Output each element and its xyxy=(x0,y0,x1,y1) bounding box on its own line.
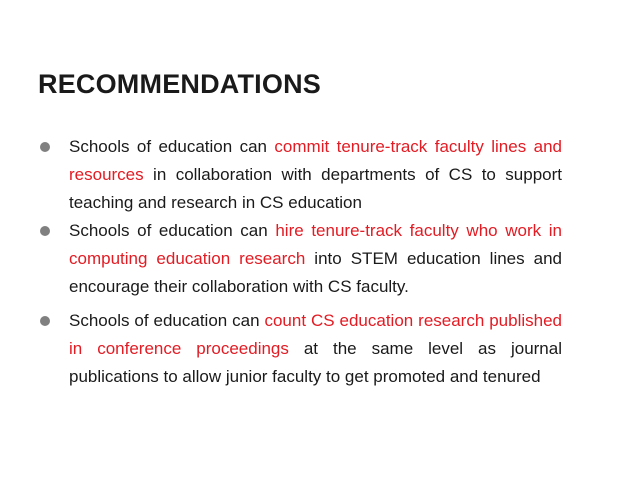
recommendation-text-lead: Schools of education can xyxy=(69,221,276,240)
recommendation-item xyxy=(40,217,562,301)
recommendation-highlight: hire tenure-track faculty who work in computing education research xyxy=(69,221,563,268)
recommendation-text-lead: Schools of education can xyxy=(69,137,275,156)
recommendation-text-tail: into STEM education lines and encourage their collaboration with CS faculty. xyxy=(69,249,562,296)
bullet-dot-icon xyxy=(40,226,50,236)
recommendation-list xyxy=(40,133,562,391)
bullet-dot-icon xyxy=(40,142,50,152)
recommendation-text-tail: in collaboration with departments of CS to support teaching and research in CS education xyxy=(69,165,562,212)
recommendation-item xyxy=(40,307,562,391)
recommendation-highlight: count CS education research published in conference proceedings xyxy=(69,311,562,358)
slide-title: RECOMMENDATIONS xyxy=(38,69,321,99)
recommendation-highlight: commit tenure-track faculty lines and resources xyxy=(69,137,562,184)
bullet-dot-icon xyxy=(40,316,50,326)
recommendation-item xyxy=(40,133,562,217)
recommendation-text-lead: Schools of education can xyxy=(69,311,265,330)
recommendation-text-tail: at the same level as journal publications to allow junior faculty to get promoted and tenured xyxy=(69,339,562,386)
